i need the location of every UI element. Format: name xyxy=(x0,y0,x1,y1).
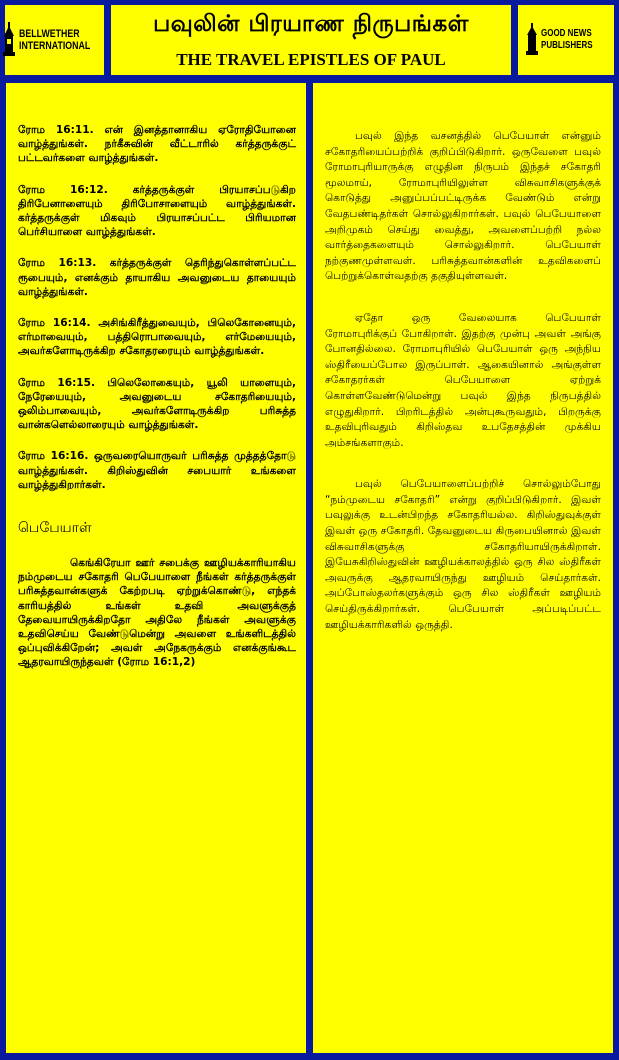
bellwether-logo xyxy=(3,3,106,77)
bell-tower-icon xyxy=(2,22,16,58)
left-logo-line-2: INTERNATIONAL xyxy=(18,40,90,52)
section-heading-phoebe: பெபேயாள் xyxy=(18,520,92,537)
greeting-paragraph-16-12: ரோம 16:12. கர்த்தருக்குள் பிரயாசப்படுகிற திரிபேனாளையும் திரிபோசாளையும் வாழ்த்துங்கள். கர்த்தருக்குள் மிகவும் பிரயாசப்பட்ட பிரியமான பெர்சியாளை வாழ்த்துங்கள். xyxy=(18,183,296,239)
greeting-paragraph-16-11: ரோம 16:11. என் இனத்தானாகிய ஏரோதியோனை வாழ்த்துங்கள். நர்கீசுவின் வீட்டாரில் கர்த்தருக்குட் பட்டவர்களை வாழ்த்துங்கள். xyxy=(18,124,296,165)
good-news-publishers-logo xyxy=(516,3,616,77)
greeting-paragraph-16-15: ரோம 16:15. பிலெலோகையும், யூலி யாளையும், நேரேயையும், அவனுடைய சகோதரியையும், ஒலிம்பாவையும், அவர்களோடிருக்கிற பரிசுத்த வான்களெல்லாரையும் வாழ்த்துங்கள். xyxy=(18,376,296,432)
left-logo-line-1: BELLWETHER xyxy=(18,28,80,40)
commentary-paragraph-3: பவுல் பெபேயாளைப்பற்றிச் சொல்லும்போது “நம்முடைய சகோதரி” என்று குறிப்பிடுகிறார். இவள் பவுலுக்கு உடன்பிறந்த சகோதரியல்ல. கிறிஸ்துவுக்குள் இவள் ஒரு சகோதரி. தேவனுடைய கிருபையினால் இவள் விசுவாசிகளுக்கு சகோதரியாயிருக்கிறாள். இயேசுகிறிஸ்துவின் ஊழியக்காலத்தில் ஒரு சில ஸ்திரீகள் அவருக்கு ஆதரவாயிருந்து ஊழியம் செய்தார்கள். அப்போஸ்தலர்களுக்கும் ஒரு சில ஸ்திரீகள் ஊழியம் செய்திருக்கிறார்கள். பெபேயாள் அப்படிப்பட்ட ஊழியக்காரிகளில் ஒருத்தி. xyxy=(325,478,601,631)
commentary-paragraph-2: ஏதோ ஒரு வேலையாக பெபேயாள் ரோமாபுரிக்குப் போகிறாள். இதற்கு முன்பு அவள் அங்கு போனதில்லை. ரோமாபுரியில் பெபேயாள் ஒரு அந்நிய ஸ்திரீயைப்போல இருப்பாள். ஆகையினால் அங்குள்ள சகோதரர்கள் பெபேயாளை ஏற்றுக் கொள்ளவேண்டுமென்று பவுல் இந்த நிருபத்தில் எழுதுகிறார். பிறரிடத்தில் அன்புகூருவதும், பிறருக்கு உதவிபுரிவதும் கிறிஸ்தவ உபதேசத்தின் முக்கிய அம்சங்களாகும். xyxy=(325,311,601,449)
commentary-paragraph-1: பவுல் இந்த வசனத்தில் பெபேயாள் என்னும் சகோதரியைப்பற்றிக் குறிப்பிடுகிறார். ஒருவேளை பவுல் ரோமாபுரியாருக்கு எழுதின நிருபம் இந்தச் சகோதரி மூலமாய், ரோமாபுரியிலுள்ள விசுவாசிகளுக்குக் கொடுத்து அனுப்பப்பட்டிருக்க வேண்டும் என்று வேதபண்டிதர்கள் சொல்லுகிறார்கள். பவுல் பெபேயாளை அறிமுகம் செய்து வைத்து, அவளைப்பற்றி நல்ல வார்த்தைகளையும் சொல்லுகிறார். பெபேயாள் நற்குணமுள்ளவள். பரிசுத்தவான்களின் உதவிகளைப் பெற்றுக்கொள்வதற்கு தகுதியுள்ளவள். xyxy=(325,130,601,283)
page-title-english: THE TRAVEL EPISTLES OF PAUL xyxy=(176,49,446,69)
greeting-paragraph-16-14: ரோம 16:14. அசிங்கிரீத்துவையும், பிலெகோனையும், எர்மாவையும், பத்திரொபாவையும், எர்மேயையும், அவர்களோடிருக்கிற சகோதரரையும் வாழ்த்துங்கள். xyxy=(18,317,296,358)
greeting-paragraph-16-16: ரோம 16:16. ஒருவரையொருவர் பரிசுத்த முத்தத்தோடு வாழ்த்துங்கள். கிறிஸ்துவின் சபையார் உங்களை வாழ்த்துகிறார்கள். xyxy=(18,450,296,491)
title-box xyxy=(109,3,513,77)
page-title-tamil: பவுலின் பிரயாண நிருபங்கள் xyxy=(153,10,469,37)
right-logo-line-1: GOOD NEWS xyxy=(541,28,592,39)
right-logo-line-2: PUBLISHERS xyxy=(541,40,593,51)
greeting-paragraph-16-13: ரோம 16:13. கர்த்தருக்குள் தெரிந்துகொள்ளப்பட்ட ரூபையும், எனக்கும் தாயாகிய அவனுடைய தாயையும் வாழ்த்துங்கள். xyxy=(18,257,296,298)
header-banner xyxy=(3,3,616,77)
left-column xyxy=(3,80,309,1056)
right-column xyxy=(310,80,616,1056)
tower-icon xyxy=(526,23,538,57)
phoebe-scripture-paragraph: கெங்கிரேயா ஊர் சபைக்கு ஊழியக்காரியாகிய நம்முடைய சகோதரி பெபேயாளை நீங்கள் கர்த்தருக்குள் பரிசுத்தவான்களுக் கேற்றபடி ஏற்றுக்கொண்டு, எந்தக் காரியத்தில் உங்கள் உதவி அவளுக்குத் தேவையாயிருக்கிறதோ அதிலே நீங்கள் அவளுக்கு உதவிசெய்ய வேண்டுமென்று அவளை உங்களிடத்தில் ஒப்புவிக்கிறேன்; அவள் அநேகருக்கும் எனக்குங்கூட ஆதரவாயிருந்தவள் (ரோம 16:1,2) xyxy=(18,557,296,669)
